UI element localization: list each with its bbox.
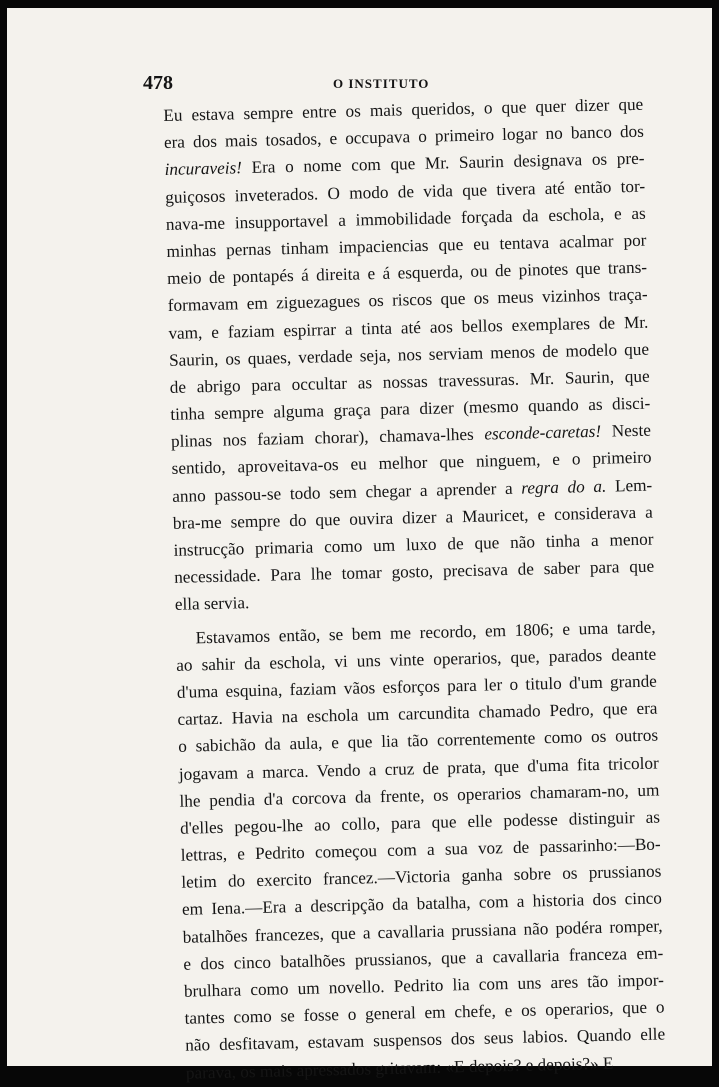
text-segment: d'elles pegou-lhe ao collo, para que elle podesse distinguir as (179, 807, 661, 838)
text-segment: formavam em ziguezagues os riscos que os meus vizinhos traça- (167, 284, 648, 316)
text-segment: jogavam a marca. Vendo a cruz de prata, que d'uma fita tricolor (178, 753, 659, 784)
text-segment: Neste (600, 420, 652, 442)
text-segment: em Iena.—Era a descripção da batalha, com a historia dos cinco (181, 888, 663, 920)
text-segment: parava, os mais apressados gritavam: «E depois? e depois?» E (185, 1053, 614, 1083)
page-number: 478 (143, 72, 173, 94)
text-segment: Eu estava sempre entre os mais queridos, o que quer dizer que (163, 94, 644, 125)
text-segment: guiçosos inveterados. O modo de vida que tivera até então tor- (165, 176, 646, 207)
text-segment: ao sahir da eschola, vi uns vinte operarios, que, parados deante (176, 644, 657, 675)
text-segment: o sabichão da aula, e que lia tão correntemente como os outros (177, 725, 659, 757)
text-segment: necessidade. Para lhe tomar gosto, precisava de saber para que (173, 556, 655, 588)
text-segment: lettras, e Pedrito começou com a sua voz de passarinho:—Bo- (180, 834, 661, 865)
text-segment: instrucção primaria como um luxo de que não tinha a menor (173, 529, 654, 560)
text-segment: plinas nos faziam chorar), chamava-lhes (170, 424, 485, 452)
book-page (7, 8, 712, 1083)
text-segment: cartaz. Havia na eschola um carcundita chamado Pedro, que era (177, 698, 658, 729)
text-segment: letim do exercito francez.—Victoria ganha sobre os prussianos (181, 861, 662, 893)
text-segment: bra-me sempre do que ouvira dizer a Mauricet, e considerava a (172, 502, 654, 533)
text-segment: Era o nome com que Mr. Saurin designava os pre- (241, 149, 645, 178)
text-segment: minhas pernas tinham impaciencias que eu tentava acalmar por (166, 230, 647, 261)
text-segment: tinha sempre alguma graça para dizer (mesmo quando as disci- (170, 393, 651, 424)
italic-text: incuraveis! (164, 158, 243, 180)
running-head: O INSTITUTO (333, 76, 430, 91)
text-segment: brulhara como um novello. Pedrito lia com uns ares tão impor- (183, 970, 665, 1001)
italic-text: esconde-caretas! (484, 422, 602, 444)
text-segment: lhe pendia d'a corcova da frente, os operarios chamaram-no, um (179, 780, 660, 811)
text-segment: Estavamos então, se bem me recordo, em 1806; e uma tarde, (195, 617, 656, 647)
paragraph (163, 91, 655, 619)
text-segment: Saurin, os quaes, verdade seja, nos serviam menos de modelo que (168, 339, 650, 370)
text-segment: não desfitavam, estavam suspensos dos seus labios. Quando elle (185, 1024, 666, 1056)
text-segment: d'uma esquina, faziam vãos esforços para ler o titulo d'um grande (176, 671, 658, 702)
text-segment: batalhões francezes, que a cavallaria prussiana não podéra romper, (182, 916, 663, 947)
text-segment: meio de pontapés á direita e á esquerda, ou de pinotes que trans- (166, 257, 648, 289)
text-segment: era dos mais tosados, e occupava o primeiro logar no banco dos (163, 121, 645, 153)
text-segment: nava-me insupportavel a immobilidade forçada da eschola, e as (165, 203, 646, 234)
text-segment: Lem- (606, 475, 653, 496)
text-segment: vam, e faziam espirrar a tinta até aos bellos exemplares de Mr. (168, 312, 649, 343)
text-segment: anno passou-se todo sem chegar a aprender a (172, 478, 522, 506)
text-segment: ella servia. (174, 593, 250, 615)
text-segment: tantes como se fosse o general em chefe, e os operarios, que o (184, 997, 665, 1028)
paragraph (175, 613, 666, 1086)
text-segment: sentido, aproveitava-os eu melhor que ninguem, e o primeiro (171, 448, 652, 479)
text-segment: e dos cinco batalhões prussianos, que a cavallaria franceza em- (183, 943, 664, 974)
italic-text: regra do a. (521, 476, 607, 498)
text-segment: de abrigo para occultar as nossas travessuras. Mr. Saurin, que (169, 366, 650, 397)
body-text (163, 91, 666, 1087)
